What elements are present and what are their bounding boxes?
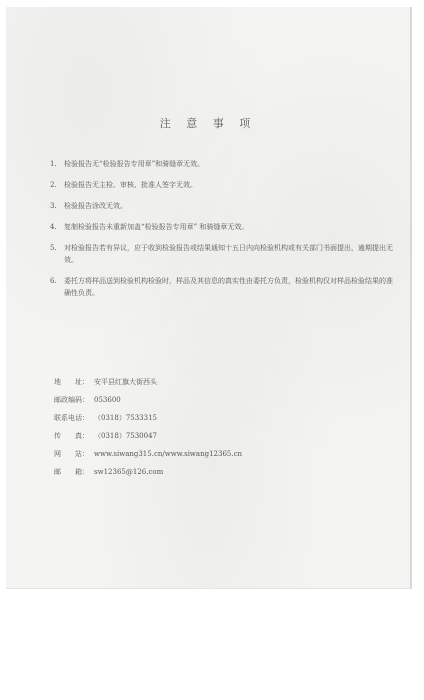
note-text: 检验报告无“检验报告专用章”和骑缝章无效。: [64, 160, 205, 168]
contact-value: 053600: [94, 396, 121, 404]
page-title: 注 意 事 项: [159, 117, 257, 130]
contact-value: （0318）7530047: [94, 432, 157, 440]
contact-label: 邮 箱：: [54, 468, 89, 476]
note-text: 检验报告涂改无效。: [64, 202, 127, 210]
document-page: [6, 7, 412, 589]
contact-row-website: [54, 445, 374, 463]
note-number: 1.: [50, 160, 57, 168]
note-number: 6.: [50, 277, 57, 285]
list-item: [50, 242, 395, 266]
contact-value: www.siwang315.cn/www.siwang12365.cn: [94, 450, 243, 458]
note-text: 复制检验报告未重新加盖“检验报告专用章” 和骑缝章无效。: [64, 223, 249, 231]
note-number: 5.: [50, 244, 57, 252]
contact-label: 邮政编码：: [54, 396, 89, 404]
contact-row-address: [54, 373, 374, 391]
contact-row-fax: [54, 427, 374, 445]
note-text: 检验报告无主检、审核、批准人签字无效。: [64, 181, 197, 189]
contact-row-postcode: [54, 391, 374, 409]
contact-label: 网 站：: [54, 450, 89, 458]
contact-value: 安平县红旗大街西头: [94, 378, 157, 386]
contact-value: （0318）7533315: [94, 414, 157, 422]
note-text: 对检验报告若有异议，应于收到检验报告或结果通知十五日内向检验机构或有关部门书面提出，逾期提出无效。: [64, 244, 393, 264]
contact-row-phone: [54, 409, 374, 427]
list-item: [50, 200, 395, 212]
contact-label: 传 真：: [54, 432, 89, 440]
note-number: 4.: [50, 223, 57, 231]
contact-label: 地 址：: [54, 378, 89, 386]
list-item: [50, 179, 395, 191]
note-number: 3.: [50, 202, 57, 210]
note-number: 2.: [50, 181, 57, 189]
contact-row-email: [54, 463, 374, 481]
note-text: 委托方将样品送到检验机构检验时，样品及其信息的真实性由委托方负责，检验机构仅对样品检验结果的准确性负责。: [64, 277, 393, 297]
contact-label: 联系电话：: [54, 414, 89, 422]
list-item: [50, 275, 395, 299]
list-item: [50, 158, 395, 170]
contact-info: [54, 373, 374, 481]
notes-list: [50, 158, 395, 308]
contact-value: sw12365@126.com: [94, 468, 164, 476]
list-item: [50, 221, 395, 233]
